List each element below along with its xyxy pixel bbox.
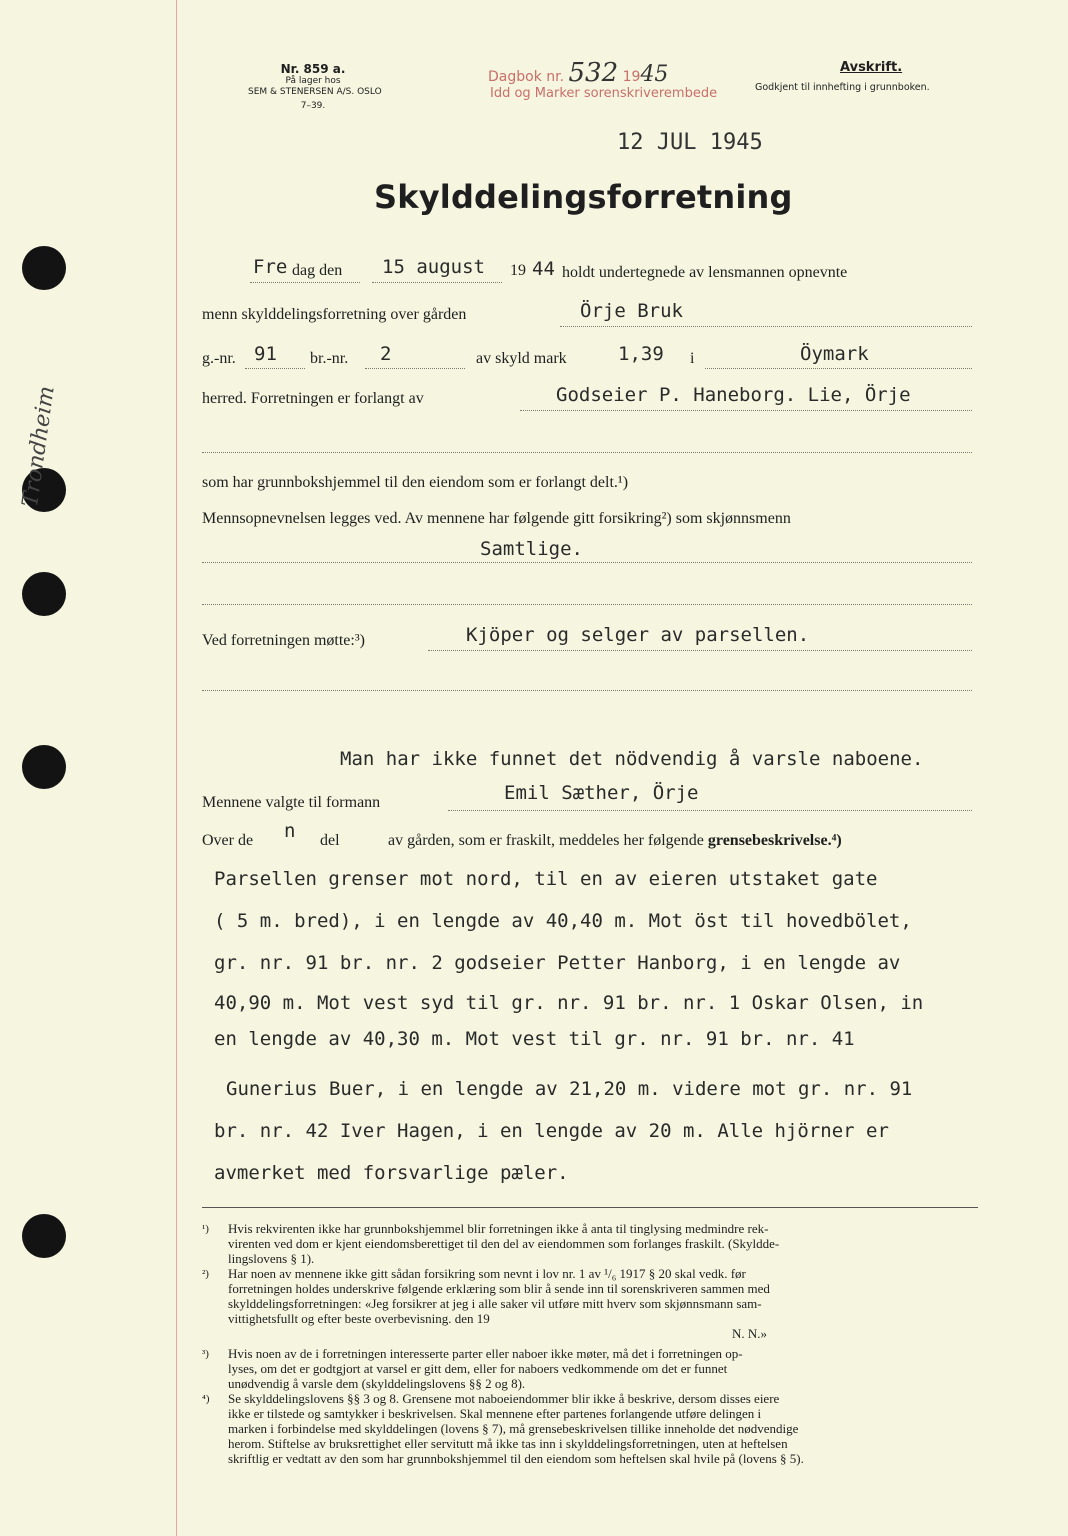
publisher-line: På lager hos — [285, 76, 341, 86]
footnote-number: ¹) — [202, 1223, 209, 1235]
requested-by-label: herred. Forretningen er forlangt av — [202, 390, 424, 407]
footnote-divider — [202, 1207, 978, 1208]
date-typed: 15 august — [382, 256, 485, 278]
over-de-value: n — [284, 820, 296, 842]
footnote-line: marken i forbindelse med skylddelingen (lovens § 7), må grensebeskrivelsen tillike inneholde det nødvendige — [228, 1421, 799, 1436]
dotted-line — [202, 690, 972, 691]
dotted-line — [520, 410, 972, 411]
diary-year: 45 — [640, 62, 669, 87]
footnote-line: skylddelingsforretningen: «Jeg forsikrer at jeg i alle saker vil utføre mitt hverv som skjønnsmann sam- — [228, 1296, 762, 1311]
skyld-label: av skyld mark — [476, 350, 567, 367]
farm-label: menn skylddelingsforretning over gården — [202, 306, 467, 323]
diary-stamp — [488, 58, 668, 88]
margin-handwriting: Trondheim — [18, 384, 60, 509]
dotted-line — [202, 452, 972, 453]
menn-text: Mennsopnevnelsen legges ved. Av mennene har følgende gitt forsikring²) som skjønnsmenn — [202, 510, 791, 527]
gnr-value: 91 — [254, 343, 277, 365]
page-title: Skylddelingsforretning — [374, 178, 793, 216]
requester: Godseier P. Haneborg. Lie, Örje — [556, 384, 911, 406]
footnote-line: virenten ved dom er kjent eiendomsberettiget til den del av eiendommen som forlanges fraskilt. (Skyldde- — [228, 1236, 780, 1251]
footnote-line: forretningen holdes underskrive følgende erklæring som blir å sende inn til sorenskriveren sammen med — [228, 1281, 770, 1296]
footnote-number: ³) — [202, 1348, 209, 1360]
attended-value: Kjöper og selger av parsellen. — [466, 624, 810, 646]
diary-number: 532 — [568, 58, 619, 88]
dotted-line — [202, 562, 972, 563]
boundary-line: 40,90 m. Mot vest syd til gr. nr. 91 br. nr. 1 Oskar Olsen, in — [214, 992, 924, 1014]
boundary-line: en lengde av 40,30 m. Mot vest til gr. nr. 91 br. nr. 41 — [214, 1028, 855, 1050]
attended-label: Ved forretningen møtte:³) — [202, 632, 365, 649]
bnr-label: br.-nr. — [310, 350, 349, 367]
year-prefix: 19 — [510, 262, 526, 279]
day-suffix: dag den — [292, 262, 343, 279]
dotted-line — [560, 326, 972, 327]
binder-hole — [22, 745, 66, 789]
dotted-line — [365, 368, 465, 369]
diary-stamp-prefix: Dagbok nr. — [488, 69, 565, 85]
grunnbok-text: som har grunnbokshjemmel til den eiendom som er forlangt delt.¹) — [202, 474, 629, 491]
footnote-line: lyses, om det er godtgjort at varsel er gitt dem, eller for naboers vedkommende om det er funnet — [228, 1361, 728, 1376]
footnote-line: Har noen av mennene ikke gitt sådan forsikring som nevnt i lov nr. 1 av ¹/₆ 1917 § 20 skal vedk. før — [228, 1266, 746, 1281]
chairman-label: Mennene valgte til formann — [202, 794, 381, 811]
forsikring-value: Samtlige. — [480, 538, 583, 560]
boundary-line: ( 5 m. bred), i en lengde av 40,40 m. Mot öst til hovedbölet, — [214, 910, 912, 932]
footnote-line: lingslovens § 1). — [228, 1251, 315, 1266]
publisher-name: SEM & STENERSEN A/S. OSLO — [248, 87, 382, 97]
office-stamp: Idd og Marker sorenskriverembede — [490, 86, 718, 101]
skyld-value: 1,39 — [618, 343, 664, 365]
boundary-line: avmerket med forsvarlige pæler. — [214, 1162, 569, 1184]
dotted-line — [202, 604, 972, 605]
dotted-line — [250, 282, 360, 283]
gnr-label: g.-nr. — [202, 350, 236, 367]
footnote-line: N. N.» — [732, 1326, 768, 1341]
footnote-line: ikke er tilstede og samtykker i beskrivelsen. Skal mennene efter partenes forlangende utføre delingen i — [228, 1406, 762, 1421]
footnote-line: Hvis noen av de i forretningen interesserte parter eller naboer ikke møter, må det i forretningen op- — [228, 1346, 743, 1361]
footnote-line: herom. Stiftelse av bruksrettighet eller servitutt må ikke tas inn i skylddelingsforretningen, uten at heftelsen — [228, 1436, 788, 1451]
boundary-bold: grensebeskrivelse.⁴) — [707, 832, 842, 849]
print-date: 7–39. — [300, 101, 326, 111]
del-label: del — [320, 832, 340, 849]
dotted-line — [372, 282, 502, 283]
dotted-line — [705, 368, 972, 369]
margin-line — [176, 0, 177, 1536]
chairman-value: Emil Sæther, Örje — [504, 782, 699, 804]
footnote-line: skriftlig er vedtatt av den som har grunnbokshjemmel til den eiendom som heftelsen skal hvile på (lovens § 5). — [228, 1451, 804, 1466]
binder-hole — [22, 572, 66, 616]
year-typed: 44 — [532, 258, 555, 280]
boundary-line: Parsellen grenser mot nord, til en av eieren utstaket gate — [214, 868, 878, 890]
municipality: Öymark — [800, 343, 869, 365]
boundary-intro-text: av gården, som er fraskilt, meddeles her følgende — [388, 832, 704, 849]
farm-name: Örje Bruk — [580, 300, 683, 322]
footnote-number: ⁴) — [202, 1393, 210, 1405]
binder-hole — [22, 1214, 66, 1258]
footnote-line: Hvis rekvirenten ikke har grunnbokshjemmel blir forretningen ikke å anta til tinglysing medmindre rek- — [228, 1221, 769, 1236]
boundary-intro — [388, 832, 842, 850]
boundary-line: br. nr. 42 Iver Hagen, i en lengde av 20 m. Alle hjörner er — [214, 1120, 889, 1142]
footnote-line: unødvendig å varsle dem (skylddelingslovens §§ 2 og 8). — [228, 1376, 526, 1391]
dotted-line — [245, 368, 305, 369]
i-label: i — [690, 350, 695, 367]
footnote-line: Se skylddelingslovens §§ 3 og 8. Grensene mot naboeiendommer blir ikke å beskrive, dersom disses eiere — [228, 1391, 780, 1406]
form-info — [248, 62, 382, 112]
boundary-line: gr. nr. 91 br. nr. 2 godseier Petter Hanborg, i en lengde av — [214, 952, 901, 974]
neighbour-note: Man har ikke funnet det nödvendig å varsle naboene. — [340, 748, 924, 770]
date-stamp: 12 JUL 1945 — [617, 130, 763, 155]
footnote-line: vittighetsfullt og efter beste overbevisning. den 19 — [228, 1311, 490, 1326]
diary-year-prefix: 19 — [622, 69, 641, 85]
dotted-line — [448, 810, 972, 811]
dotted-line — [428, 650, 972, 651]
binder-hole — [22, 246, 66, 290]
day-typed: Fre — [253, 256, 288, 278]
line1-text: holdt undertegnede av lensmannen opnevnte — [562, 264, 848, 281]
bnr-value: 2 — [380, 343, 392, 365]
boundary-line: Gunerius Buer, i en lengde av 21,20 m. videre mot gr. nr. 91 — [226, 1078, 913, 1100]
over-de-label: Over de — [202, 832, 254, 849]
form-number: Nr. 859 a. — [280, 62, 346, 76]
footnote-number: ²) — [202, 1268, 209, 1280]
approved-text: Godkjent til innhefting i grunnboken. — [755, 82, 930, 93]
copy-label: Avskrift. — [840, 60, 903, 75]
